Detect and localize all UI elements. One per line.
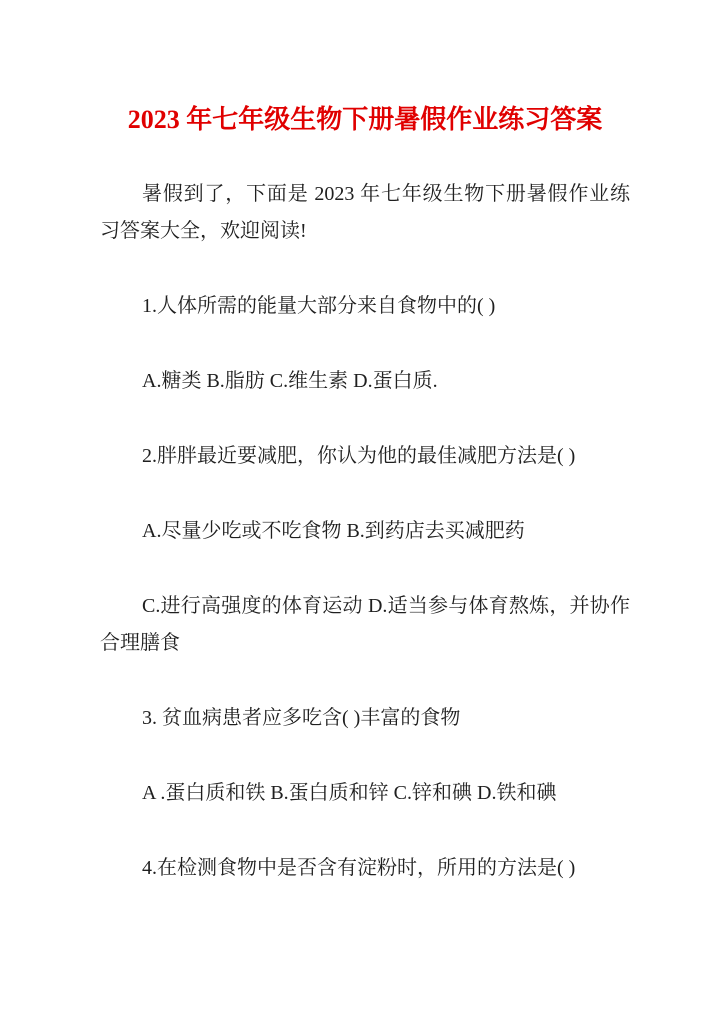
options-1: A.糖类 B.脂肪 C.维生素 D.蛋白质. bbox=[142, 370, 438, 392]
options-3: A .蛋白质和铁 B.蛋白质和锌 C.锌和碘 D.铁和碘 bbox=[142, 782, 557, 804]
question-2: 2.胖胖最近要减肥，你认为他的最佳减肥方法是( ) bbox=[142, 445, 576, 467]
question-3: 3. 贫血病患者应多吃含( )丰富的食物 bbox=[142, 707, 461, 729]
question-1: 1.人体所需的能量大部分来自食物中的( ) bbox=[142, 295, 496, 317]
options-2-cd: C.进行高强度的体育运动 D.适当参与体育熬炼，并协作合理膳食 bbox=[100, 595, 630, 654]
options-2-ab: A.尽量少吃或不吃食物 B.到药店去买减肥药 bbox=[142, 520, 525, 542]
page-title: 2023 年七年级生物下册暑假作业练习答案 bbox=[127, 105, 603, 134]
question-4: 4.在检测食物中是否含有淀粉时，所用的方法是( ) bbox=[142, 857, 576, 879]
paragraph-intro: 暑假到了，下面是 2023 年七年级生物下册暑假作业练习答案大全，欢迎阅读! bbox=[100, 183, 630, 242]
